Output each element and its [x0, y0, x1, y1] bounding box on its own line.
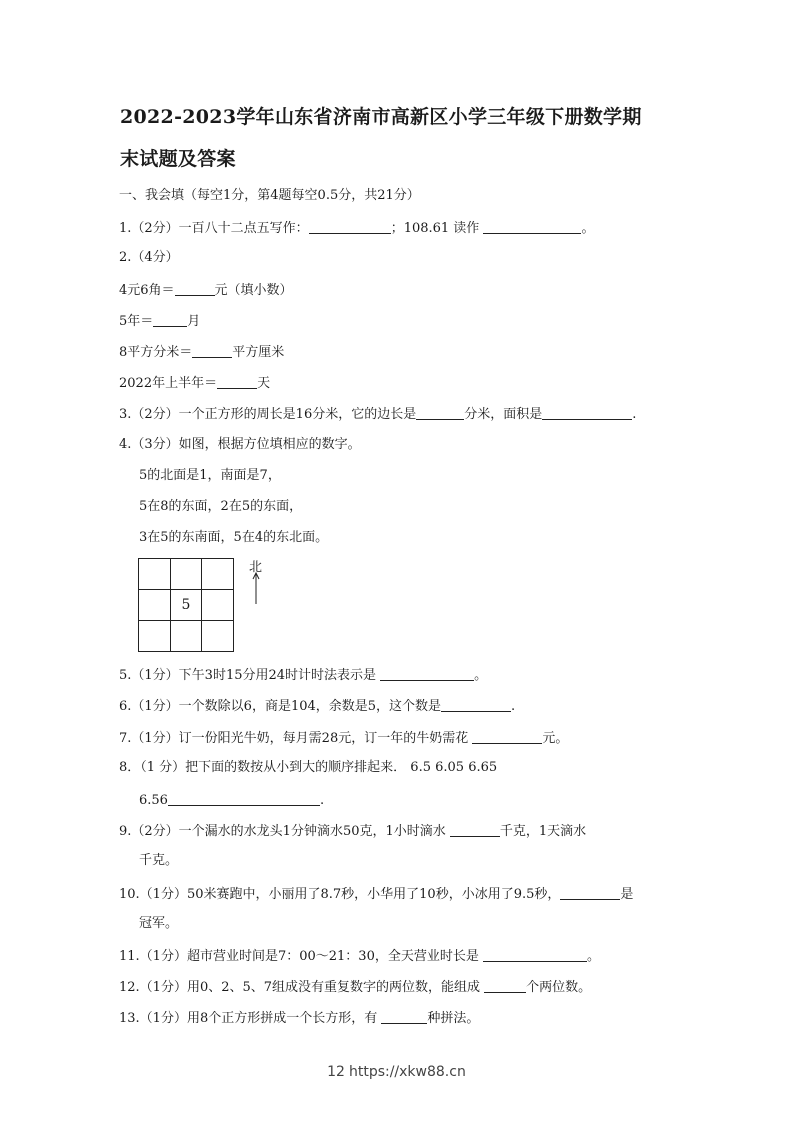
- question-12: [119, 979, 591, 994]
- q13-prefix: 13.（1分）用8个正方形拼成一个长方形，有: [119, 1011, 382, 1026]
- q1-blank-1[interactable]: [309, 220, 391, 234]
- q7-prefix: 7.（1分）订一份阳光牛奶，每月需28元，订一年的牛奶需花: [119, 731, 473, 746]
- question-2d: [119, 375, 270, 390]
- q13-end: 种拼法。: [427, 1011, 480, 1026]
- q2b-suffix: 月: [187, 314, 201, 329]
- question-10-line2: 冠军。: [139, 916, 179, 931]
- q6-end: .: [511, 699, 516, 714]
- q2b-prefix: 5年＝: [119, 314, 154, 329]
- q2b-blank[interactable]: [153, 313, 187, 327]
- grid-cell[interactable]: [202, 621, 234, 652]
- north-label: 北: [249, 560, 263, 575]
- q9-prefix: 9.（2分）一个漏水的水龙头1分钟滴水50克，1小时滴水: [119, 824, 450, 839]
- question-4-hint-2: 5在8的东面，2在5的东面，: [139, 499, 303, 514]
- q1-prefix: 1.（2分）一百八十二点五写作：: [119, 221, 309, 236]
- question-10: [119, 886, 633, 901]
- q2d-blank[interactable]: [217, 375, 257, 389]
- question-2a: [119, 282, 293, 297]
- question-6: [119, 698, 515, 713]
- q5-end: 。: [474, 668, 488, 683]
- section-header: 一、我会填（每空1分，第4题每空0.5分，共21分）: [119, 188, 420, 203]
- q12-prefix: 12.（1分）用0、2、5、7组成没有重复数字的两位数，能组成: [119, 980, 485, 995]
- q8-line2-prefix: 6.56: [139, 793, 168, 808]
- q2a-prefix: 4元6角＝: [119, 283, 175, 298]
- q3-blank-2[interactable]: [542, 406, 632, 420]
- page-footer: [0, 1064, 793, 1080]
- question-2b: [119, 313, 200, 328]
- q3-mid: 分米，面积是: [464, 407, 543, 422]
- q2a-suffix: 元（填小数）: [214, 283, 293, 298]
- q7-blank[interactable]: [472, 730, 542, 744]
- q2c-suffix: 平方厘米: [232, 345, 285, 360]
- direction-grid: [138, 558, 234, 652]
- q12-end: 个两位数。: [526, 980, 592, 995]
- q3-end: .: [632, 407, 637, 422]
- q8-end: .: [319, 793, 325, 808]
- question-5: [119, 667, 487, 682]
- grid-cell[interactable]: [171, 559, 203, 590]
- question-9: [119, 823, 586, 838]
- grid-cell[interactable]: [139, 559, 171, 590]
- grid-cell[interactable]: [202, 590, 234, 621]
- question-2c: [119, 344, 284, 359]
- question-1: [119, 220, 594, 235]
- q2d-suffix: 天: [257, 376, 271, 391]
- question-8-line1: 8．（1 分）把下面的数按从小到大的顺序排起来． 6.5 6.05 6.65: [119, 760, 498, 775]
- q6-blank[interactable]: [441, 698, 511, 712]
- question-4-head: 4.（3分）如图，根据方位填相应的数字。: [119, 437, 361, 452]
- q6-prefix: 6.（1分）一个数除以6，商是104，余数是5，这个数是: [119, 699, 442, 714]
- q7-end: 元。: [542, 731, 569, 746]
- question-2-head: 2.（4分）: [119, 250, 179, 265]
- q3-blank-1[interactable]: [416, 406, 464, 420]
- q10-end: 是: [620, 887, 634, 902]
- q1-mid: ；108.61 读作: [390, 221, 484, 236]
- question-3: [119, 406, 636, 421]
- q3-prefix: 3.（2分）一个正方形的周长是16分米，它的边长是: [119, 407, 417, 422]
- q8-blank[interactable]: [168, 792, 320, 806]
- q2c-prefix: 8平方分米＝: [119, 345, 193, 360]
- grid-cell-center: 5: [171, 590, 203, 621]
- footer-url[interactable]: https://xkw88.cn: [348, 1064, 466, 1080]
- question-7: [119, 730, 568, 745]
- grid-cell[interactable]: [171, 621, 203, 652]
- q5-blank[interactable]: [380, 667, 474, 681]
- q5-prefix: 5.（1分）下午3时15分用24时计时法表示是: [119, 668, 381, 683]
- q10-prefix: 10.（1分）50米赛跑中，小丽用了8.7秒，小华用了10秒，小冰用了9.5秒，: [119, 887, 561, 902]
- q1-blank-2[interactable]: [483, 220, 581, 234]
- question-8-line2: [139, 792, 324, 807]
- q11-end: 。: [586, 949, 600, 964]
- question-4-hint-1: 5的北面是1，南面是7，: [139, 468, 281, 483]
- north-arrow-icon: [250, 571, 262, 605]
- q2a-blank[interactable]: [175, 282, 215, 296]
- grid-cell[interactable]: [139, 590, 171, 621]
- q2c-blank[interactable]: [192, 344, 232, 358]
- q11-blank[interactable]: [483, 948, 587, 962]
- q12-blank[interactable]: [484, 979, 526, 993]
- q11-prefix: 11.（1分）超市营业时间是7：00～21：30，全天营业时长是: [119, 949, 483, 964]
- question-11: [119, 948, 600, 963]
- q13-blank[interactable]: [381, 1010, 427, 1024]
- question-4-hint-3: 3在5的东南面，5在4的东北面。: [139, 530, 329, 545]
- q9-blank-1[interactable]: [450, 823, 500, 837]
- q1-end: 。: [581, 221, 595, 236]
- grid-cell[interactable]: [202, 559, 234, 590]
- page-number: 12: [327, 1064, 345, 1080]
- question-13: [119, 1010, 479, 1025]
- grid-cell[interactable]: [139, 621, 171, 652]
- q10-blank[interactable]: [560, 886, 620, 900]
- q2d-prefix: 2022年上半年＝: [119, 376, 218, 391]
- question-9-line2: 千克。: [139, 853, 179, 868]
- q9-mid: 千克，1天滴水: [499, 824, 587, 839]
- document-title-line1: 2022-2023学年山东省济南市高新区小学三年级下册数学期: [120, 106, 642, 128]
- document-title-line2: 末试题及答案: [120, 148, 236, 170]
